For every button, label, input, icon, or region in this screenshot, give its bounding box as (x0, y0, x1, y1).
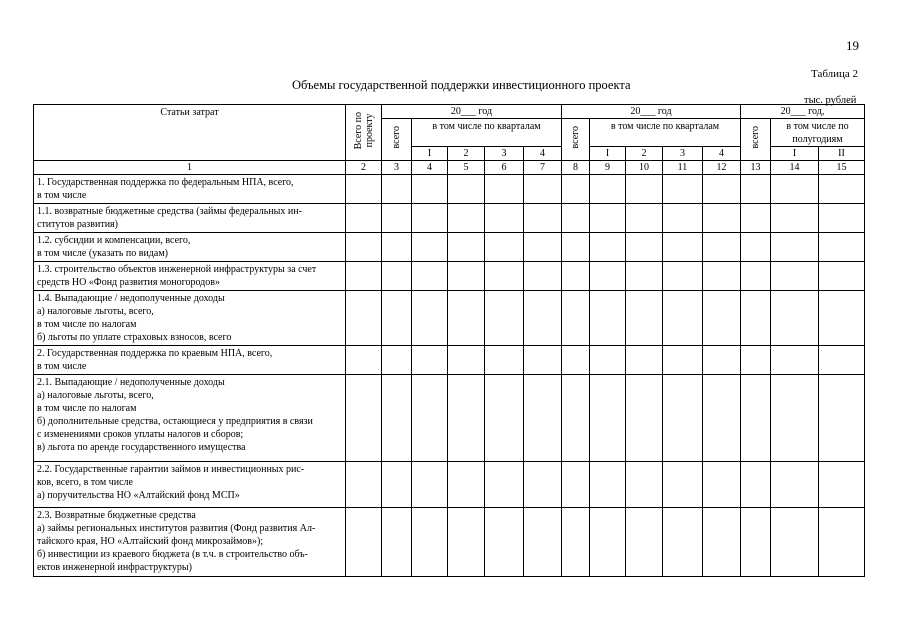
value-cell (663, 204, 703, 233)
header-quarter: 2 (448, 147, 485, 161)
header-quarter: 2 (626, 147, 663, 161)
value-cell (703, 346, 741, 375)
table-row (34, 291, 865, 346)
value-cell (819, 262, 865, 291)
header-total-y3-text: всего (750, 126, 761, 149)
column-numbers-row (34, 161, 865, 175)
value-cell (382, 508, 412, 577)
value-cell (412, 375, 448, 462)
value-cell (412, 233, 448, 262)
header-total-project (346, 105, 382, 161)
value-cell (703, 233, 741, 262)
header-total-y2-text: всего (570, 126, 581, 149)
value-cell (771, 175, 819, 204)
table-row (34, 375, 865, 462)
value-cell (412, 291, 448, 346)
value-cell (346, 175, 382, 204)
value-cell (346, 291, 382, 346)
value-cell (524, 375, 562, 462)
value-cell (562, 291, 590, 346)
table-row (34, 508, 865, 577)
column-number: 15 (819, 161, 865, 175)
value-cell (741, 375, 771, 462)
header-total-y1 (382, 119, 412, 161)
value-cell (819, 204, 865, 233)
value-cell (663, 375, 703, 462)
value-cell (524, 262, 562, 291)
value-cell (485, 175, 524, 204)
value-cell (524, 508, 562, 577)
table-row (34, 204, 865, 233)
value-cell (562, 233, 590, 262)
value-cell (703, 508, 741, 577)
value-cell (819, 346, 865, 375)
value-cell (346, 204, 382, 233)
value-cell (771, 375, 819, 462)
value-cell (346, 233, 382, 262)
table-label: Таблица 2 (811, 68, 859, 80)
header-quarter: 3 (663, 147, 703, 161)
value-cell (448, 375, 485, 462)
value-cell (590, 375, 626, 462)
value-cell (663, 233, 703, 262)
value-cell (771, 462, 819, 508)
value-cell (590, 462, 626, 508)
value-cell (663, 508, 703, 577)
value-cell (448, 233, 485, 262)
value-cell (663, 262, 703, 291)
value-cell (562, 204, 590, 233)
units-label: тыс. рублей (804, 95, 857, 106)
support-volumes-table (33, 104, 865, 577)
header-total-project-text: Всего по проекту (352, 111, 375, 150)
value-cell (346, 262, 382, 291)
table-row (34, 462, 865, 508)
row-label: 1.4. Выпадающие / недополученные доходы а) налоговые льготы, всего, в том числе по налогам б) льготы по уплате страховых взносов, всего (34, 291, 346, 346)
value-cell (346, 375, 382, 462)
value-cell (741, 346, 771, 375)
value-cell (524, 291, 562, 346)
value-cell (741, 233, 771, 262)
column-number: 4 (412, 161, 448, 175)
header-half: II (819, 147, 865, 161)
table-row (34, 175, 865, 204)
value-cell (382, 262, 412, 291)
value-cell (771, 346, 819, 375)
header-total-y2 (562, 119, 590, 161)
value-cell (382, 204, 412, 233)
header-by-halves-y3: в том числе по полугодиям (771, 119, 865, 147)
value-cell (741, 508, 771, 577)
header-quarter: 3 (485, 147, 524, 161)
value-cell (590, 262, 626, 291)
value-cell (819, 233, 865, 262)
header-quarter: 4 (524, 147, 562, 161)
header-half: I (771, 147, 819, 161)
value-cell (485, 462, 524, 508)
value-cell (741, 291, 771, 346)
value-cell (524, 233, 562, 262)
value-cell (771, 262, 819, 291)
value-cell (771, 291, 819, 346)
value-cell (771, 204, 819, 233)
header-quarter: I (412, 147, 448, 161)
value-cell (663, 175, 703, 204)
value-cell (448, 204, 485, 233)
column-number: 11 (663, 161, 703, 175)
value-cell (626, 233, 663, 262)
value-cell (485, 204, 524, 233)
value-cell (485, 233, 524, 262)
value-cell (412, 175, 448, 204)
value-cell (382, 346, 412, 375)
value-cell (485, 375, 524, 462)
header-year1: 20___ год (382, 105, 562, 119)
value-cell (590, 175, 626, 204)
header-quarter: 4 (703, 147, 741, 161)
value-cell (663, 346, 703, 375)
row-label: 2.1. Выпадающие / недополученные доходы а) налоговые льготы, всего, в том числе по налогам б) дополнительные средства, остающиеся у предприятия в связи с изменениями сроков уплаты налогов и сборов; в) льгота по аренде государственного имущества (34, 375, 346, 462)
value-cell (626, 204, 663, 233)
value-cell (524, 462, 562, 508)
value-cell (412, 508, 448, 577)
header-by-quarters-y2: в том числе по кварталам (590, 119, 741, 147)
value-cell (448, 462, 485, 508)
header-year2: 20___ год (562, 105, 741, 119)
column-number: 13 (741, 161, 771, 175)
value-cell (382, 375, 412, 462)
header-quarter: I (590, 147, 626, 161)
value-cell (819, 462, 865, 508)
value-cell (412, 262, 448, 291)
value-cell (626, 175, 663, 204)
value-cell (626, 375, 663, 462)
column-number: 14 (771, 161, 819, 175)
page-number: 19 (846, 38, 859, 53)
value-cell (524, 346, 562, 375)
value-cell (485, 262, 524, 291)
value-cell (703, 262, 741, 291)
row-label: 2.3. Возвратные бюджетные средства а) займы региональных институтов развития (Фонд развития Ал- тайского края, НО «Алтайский фонд микрозаймов»); б) инвестиции из краевого бюджета (в т.ч. в строительство объ- ектов инженерной инфраструктуры) (34, 508, 346, 577)
value-cell (412, 204, 448, 233)
value-cell (741, 204, 771, 233)
value-cell (382, 175, 412, 204)
column-number: 7 (524, 161, 562, 175)
column-number: 2 (346, 161, 382, 175)
value-cell (590, 204, 626, 233)
value-cell (562, 462, 590, 508)
header-year3: 20___ год, (741, 105, 865, 119)
column-number: 10 (626, 161, 663, 175)
value-cell (626, 262, 663, 291)
column-number: 1 (34, 161, 346, 175)
header-total-y3 (741, 119, 771, 161)
table-row (34, 233, 865, 262)
header-by-quarters-y1: в том числе по кварталам (412, 119, 562, 147)
value-cell (562, 175, 590, 204)
value-cell (346, 346, 382, 375)
row-label: 1.3. строительство объектов инженерной инфраструктуры за счет средств НО «Фонд развития моногородов» (34, 262, 346, 291)
value-cell (485, 508, 524, 577)
value-cell (382, 233, 412, 262)
table-row (34, 262, 865, 291)
value-cell (626, 508, 663, 577)
value-cell (562, 346, 590, 375)
value-cell (412, 462, 448, 508)
table-row (34, 346, 865, 375)
column-number: 3 (382, 161, 412, 175)
value-cell (524, 175, 562, 204)
value-cell (412, 346, 448, 375)
row-label: 2. Государственная поддержка по краевым НПА, всего, в том числе (34, 346, 346, 375)
row-label: 1.2. субсидии и компенсации, всего, в том числе (указать по видам) (34, 233, 346, 262)
value-cell (562, 262, 590, 291)
value-cell (703, 291, 741, 346)
value-cell (703, 204, 741, 233)
value-cell (741, 462, 771, 508)
value-cell (590, 233, 626, 262)
row-label: 1. Государственная поддержка по федеральным НПА, всего, в том числе (34, 175, 346, 204)
value-cell (485, 346, 524, 375)
column-number: 5 (448, 161, 485, 175)
value-cell (626, 462, 663, 508)
value-cell (771, 508, 819, 577)
value-cell (590, 346, 626, 375)
value-cell (346, 508, 382, 577)
value-cell (741, 262, 771, 291)
value-cell (741, 175, 771, 204)
value-cell (562, 508, 590, 577)
value-cell (590, 508, 626, 577)
row-label: 2.2. Государственные гарантии займов и инвестиционных рис- ков, всего, в том числе а) поручительства НО «Алтайский фонд МСП» (34, 462, 346, 508)
header-total-y1-text: всего (391, 126, 402, 149)
column-number: 9 (590, 161, 626, 175)
value-cell (819, 291, 865, 346)
value-cell (448, 346, 485, 375)
value-cell (382, 291, 412, 346)
value-cell (626, 346, 663, 375)
value-cell (346, 462, 382, 508)
header-cost-items: Статьи затрат (34, 105, 346, 161)
value-cell (663, 462, 703, 508)
value-cell (448, 175, 485, 204)
value-cell (819, 175, 865, 204)
value-cell (448, 262, 485, 291)
value-cell (485, 291, 524, 346)
value-cell (524, 204, 562, 233)
value-cell (663, 291, 703, 346)
column-number: 12 (703, 161, 741, 175)
value-cell (590, 291, 626, 346)
value-cell (626, 291, 663, 346)
column-number: 6 (485, 161, 524, 175)
value-cell (448, 508, 485, 577)
value-cell (819, 508, 865, 577)
value-cell (703, 375, 741, 462)
value-cell (382, 462, 412, 508)
value-cell (703, 462, 741, 508)
value-cell (819, 375, 865, 462)
column-number: 8 (562, 161, 590, 175)
row-label: 1.1. возвратные бюджетные средства (займы федеральных ин- ститутов развития) (34, 204, 346, 233)
value-cell (703, 175, 741, 204)
value-cell (771, 233, 819, 262)
value-cell (562, 375, 590, 462)
value-cell (448, 291, 485, 346)
document-title: Объемы государственной поддержки инвестиционного проекта (292, 78, 631, 92)
